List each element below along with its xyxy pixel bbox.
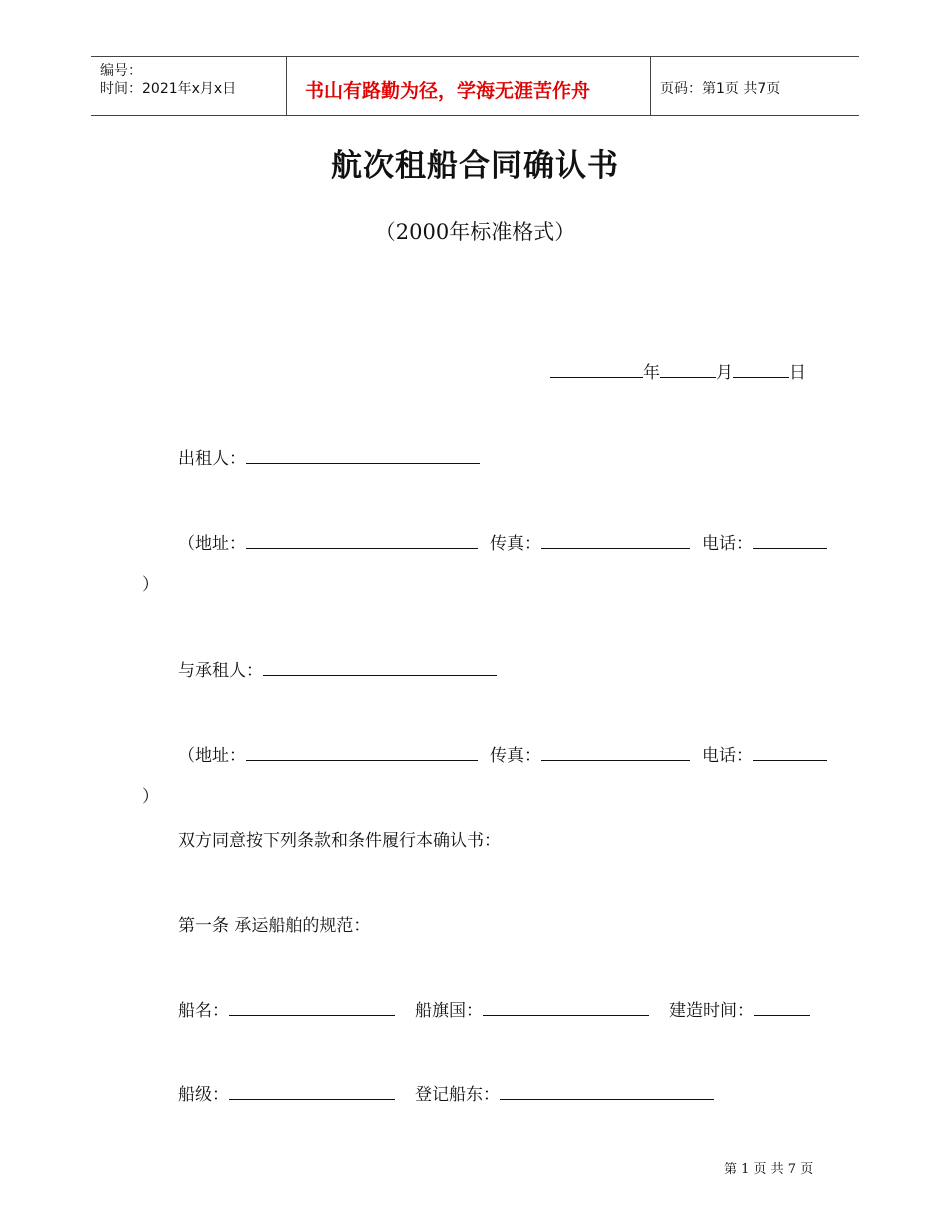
ship-name-blank[interactable]	[229, 998, 395, 1016]
footer-page-number: 第 1 页 共 7 页	[724, 1162, 814, 1177]
build-time-blank[interactable]	[754, 998, 810, 1016]
lessor-phone-label: 电话：	[702, 534, 753, 554]
lessor-address-label: （地址：	[178, 534, 246, 554]
year-blank[interactable]	[550, 360, 643, 378]
lessee-address-blank[interactable]	[246, 743, 478, 761]
header-time-label: 时间：2021年x月x日	[100, 81, 237, 97]
year-label: 年	[643, 363, 660, 383]
lessor-line	[178, 444, 480, 469]
month-blank[interactable]	[660, 360, 716, 378]
lessee-phone-blank[interactable]	[753, 743, 827, 761]
day-blank[interactable]	[733, 360, 789, 378]
lessee-phone-label: 电话：	[702, 746, 753, 766]
lessor-fax-blank[interactable]	[541, 531, 690, 549]
ship-class-blank[interactable]	[229, 1082, 395, 1100]
lessor-address-blank[interactable]	[246, 531, 478, 549]
document-title: 航次租船合同确认书	[331, 148, 619, 184]
header-page-info: 页码：第1页 共7页	[660, 81, 781, 97]
header-motto: 书山有路勤为径，学海无涯苦作舟	[305, 80, 591, 102]
lessee-fax-blank[interactable]	[541, 743, 690, 761]
header-serial-label: 编号：	[100, 63, 142, 79]
header-bottom-border	[91, 115, 859, 116]
lessee-address-label: （地址：	[178, 746, 246, 766]
lessee-line	[178, 656, 497, 681]
lessee-fax-label: 传真：	[490, 746, 541, 766]
month-label: 月	[716, 363, 733, 383]
ship-name-label: 船名：	[178, 1001, 229, 1021]
lessor-close-paren: ）	[142, 575, 159, 595]
lessee-contact-line	[178, 741, 827, 766]
document-subtitle: （2000年标准格式）	[374, 220, 576, 244]
ship-fields-row-1	[178, 996, 810, 1021]
lessee-label: 与承租人：	[178, 661, 263, 681]
header-top-border	[91, 56, 859, 57]
header-divider-left	[286, 56, 287, 115]
date-line	[550, 358, 806, 383]
flag-state-label: 船旗国：	[415, 1001, 483, 1021]
lessee-close-paren: ）	[142, 787, 159, 807]
ship-fields-row-2	[178, 1080, 714, 1105]
build-time-label: 建造时间：	[669, 1001, 754, 1021]
flag-state-blank[interactable]	[483, 998, 649, 1016]
lessor-fax-label: 传真：	[490, 534, 541, 554]
lessor-label: 出租人：	[178, 449, 246, 469]
registered-owner-blank[interactable]	[500, 1082, 714, 1100]
agreement-text: 双方同意按下列条款和条件履行本确认书：	[178, 831, 501, 851]
lessor-phone-blank[interactable]	[753, 531, 827, 549]
lessor-contact-line	[178, 529, 827, 554]
header-divider-right	[650, 56, 651, 115]
registered-owner-label: 登记船东：	[415, 1085, 500, 1105]
article-one-heading: 第一条 承运船舶的规范：	[178, 916, 371, 936]
lessor-blank[interactable]	[246, 446, 480, 464]
day-label: 日	[789, 363, 806, 383]
ship-class-label: 船级：	[178, 1085, 229, 1105]
lessee-blank[interactable]	[263, 658, 497, 676]
